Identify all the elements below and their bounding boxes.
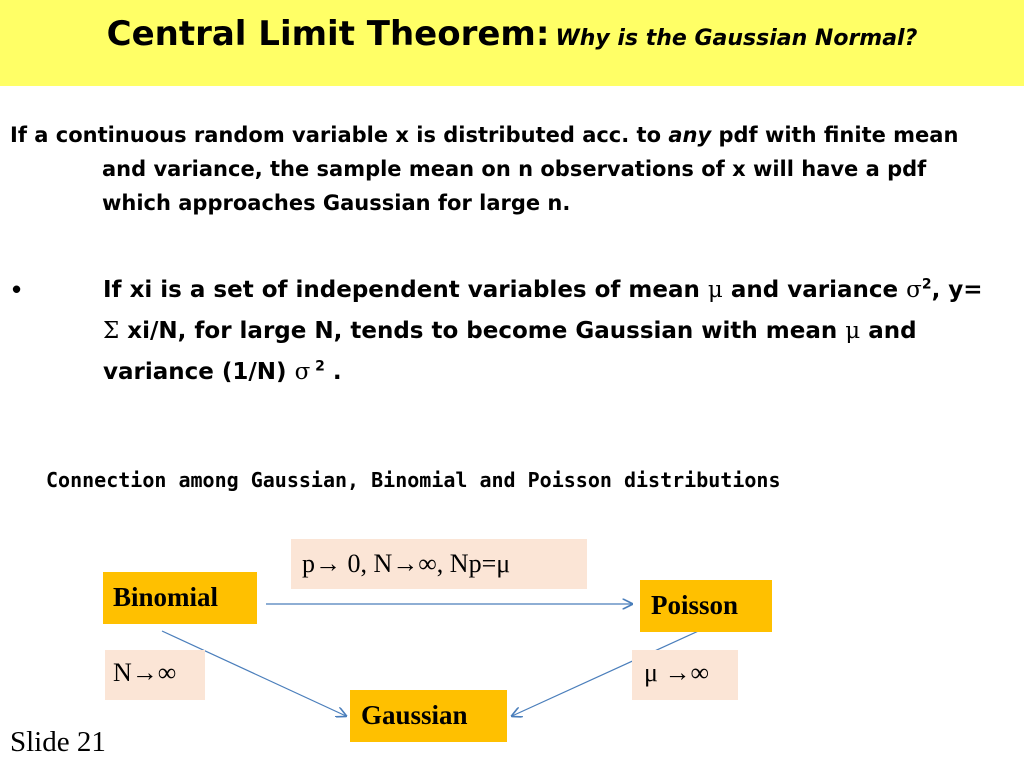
- title-subtitle: Why is the Gaussian Normal?: [555, 26, 918, 51]
- slide-number: Slide 21: [10, 726, 106, 758]
- bullet-mark: •: [12, 274, 22, 304]
- mu-symbol: μ: [707, 277, 723, 303]
- clt-emphasis: any: [668, 123, 712, 147]
- sum-symbol: Σ: [103, 318, 120, 344]
- mu-symbol-2: μ: [845, 318, 861, 344]
- sigma-symbol-2: σ: [294, 359, 311, 385]
- clt-text-1: If a continuous random variable x is distributed acc. to: [10, 123, 669, 147]
- sigma-square-2: 2: [310, 358, 325, 375]
- bullet-t1: If xi is a set of independent variables of mean: [103, 277, 708, 303]
- binomial-gaussian-label: N→∞: [105, 650, 205, 700]
- bullet-t3: , y=: [931, 277, 983, 303]
- bullet-t5: and variance (1/N): [103, 318, 917, 385]
- bullet-t2: and variance: [722, 277, 907, 303]
- binomial-node: Binomial: [103, 572, 257, 624]
- connection-heading: Connection among Gaussian, Binomial and Poisson distributions: [46, 468, 781, 492]
- poisson-limit-label: p→ 0, N→∞, Np=μ: [291, 539, 587, 589]
- poisson-gaussian-label: μ →∞: [632, 650, 738, 700]
- title-main: Central Limit Theorem:: [106, 14, 550, 54]
- clt-text-2: pdf with finite mean and variance, the sample mean on n observations of x will have a pdf which approaches Gaussian for large n.: [102, 123, 959, 215]
- sigma-square: 2: [921, 276, 932, 293]
- sigma-symbol: σ: [906, 277, 922, 303]
- bullet-t4: xi/N, for large N, tends to become Gaussian with mean: [119, 318, 846, 344]
- poisson-node: Poisson: [640, 580, 772, 632]
- gaussian-node: Gaussian: [350, 690, 507, 742]
- bullet-t6: .: [324, 359, 342, 385]
